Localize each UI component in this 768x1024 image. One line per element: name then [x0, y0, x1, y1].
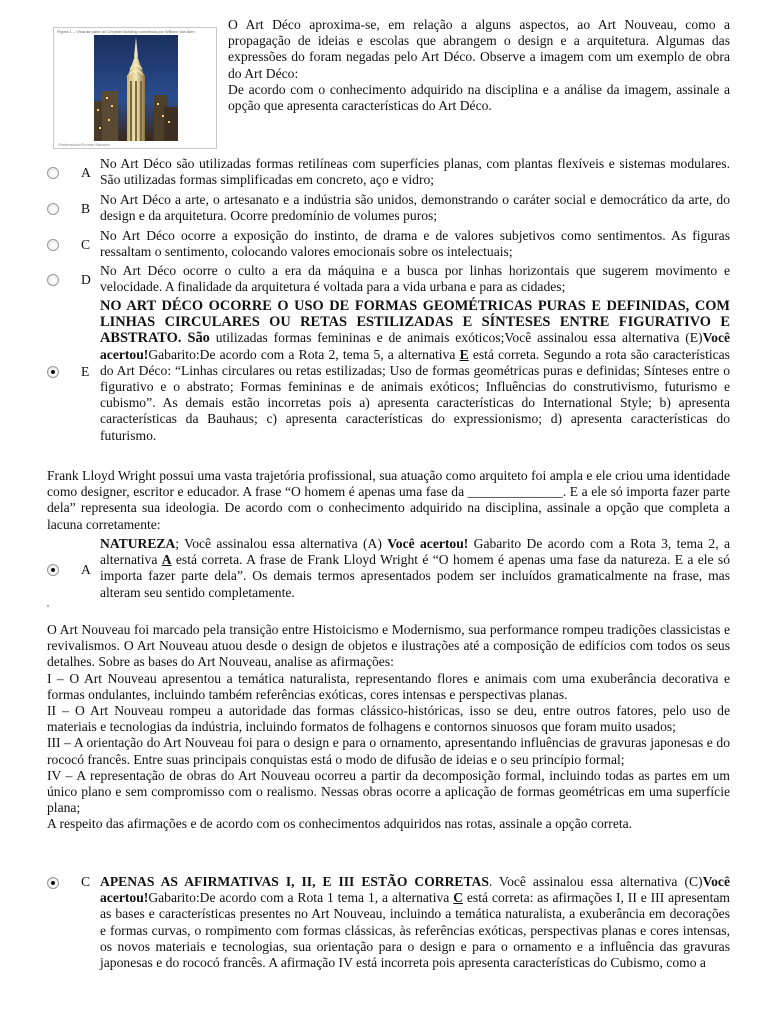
radio-option-c[interactable] — [47, 239, 59, 251]
option-letter: D — [81, 272, 91, 287]
question-1-instruction: De acordo com o conhecimento adquirido na disciplina e a análise da imagem, assinale a opção que apresenta características do Art Déco. — [228, 81, 730, 114]
radio-option-d[interactable] — [47, 274, 59, 286]
answer-letter: E — [459, 346, 469, 362]
statement-i: I – O Art Nouveau apresentou a temática naturalista, representando flores e animais com uma exuberância decorativa e formas ondulantes, incluindo também referências exóticas, cores intensas e perspectivas planas. — [47, 670, 730, 702]
option-text — [100, 298, 730, 444]
question-3-prompt: A respeito das afirmações e de acordo com os conhecimentos adquiridos nas rotas, assinale a opção correta. — [47, 816, 633, 832]
chrysler-building-photo-icon — [94, 35, 178, 141]
acertou-label: Você acertou! — [100, 874, 730, 906]
explanation-text: está correta. A frase de Frank Lloyd Wright é “O homem é apenas uma fase da natureza. E a ele só importa fazer parte dela”. Os demais termos apresentados podem ser incluídos gramaticalmente na frase, mas alteram seu sentido completamente. — [100, 552, 730, 600]
option-text: No Art Déco ocorre a exposição do instinto, de drama e de valores subjetivos como sentimentos. As figuras ressaltam o sentimento, colocando valores emocionais sobre os intelectuais; — [100, 228, 730, 260]
question-2-intro: Frank Lloyd Wright possui uma vasta trajetória profissional, sua atuação como arquiteto foi ampla e ele criou uma identidade como designer, escritor e educador. A frase “O homem é apenas uma fase da ______________. E a ele só importa fazer parte dela” representa sua ideologia. De acordo com o conhecimento adquirido na disciplina, assinale a opção que completa a lacuna corretamente: — [47, 468, 730, 532]
option-text — [100, 536, 730, 601]
gabarito-text: Gabarito De acordo com a Rota 3, tema 2, a alternativa — [100, 536, 730, 568]
radio-option-b[interactable] — [47, 203, 59, 215]
question-figure — [53, 27, 217, 149]
question-3-intro: O Art Nouveau foi marcado pela transição entre Histoicismo e Modernismo, sua performance rompeu tradições classicistas e revivalismos. O Art Nouveau atuou desde o design de objetos e ilustrações até a composição de edifícios com todos os seus detalhes. Sobre as bases do Art Nouveau, analise as afirmações: — [47, 622, 730, 670]
answer-letter: A — [161, 552, 172, 568]
gabarito-text: Gabarito:De acordo com a Rota 1 tema 1, a alternativa — [148, 890, 454, 906]
chrysler-building-image — [94, 35, 178, 141]
option-text: No Art Déco a arte, o artesanato e a indústria são unidos, demonstrando o caráter social e democrático da arte, do design e da arquitetura. Ocorre predomínio de volumes puros; — [100, 192, 730, 224]
question-3-text — [47, 622, 730, 833]
option-answer: NATUREZA — [100, 536, 176, 551]
statement-iii: III – A orientação do Art Nouveau foi para o design e para o ornamento, apresentando influências de gravuras japonesas e do rococó francês. Entre suas principais conquistas está o modo de difusão de ideias e o seu princípio formal; — [47, 735, 730, 767]
option-letter: E — [81, 364, 90, 379]
radio-option-c[interactable] — [47, 877, 59, 889]
option-letter: C — [81, 237, 91, 252]
separator-dot — [47, 605, 49, 607]
gabarito-text: Gabarito:De acordo com a Rota 2, tema 5, a alternativa — [148, 346, 460, 362]
option-letter: B — [81, 201, 91, 216]
answer-letter: C — [453, 890, 464, 906]
acertou-label: Você acertou! — [100, 330, 731, 362]
option-text: No Art Déco ocorre o culto a era da máquina e a busca por linhas horizontais que sugerem movimento e velocidade. A finalidade da arquitetura é voltada para a vida urbana e para as cidades; — [100, 263, 730, 295]
radio-option-a[interactable] — [47, 167, 59, 179]
option-letter: A — [81, 562, 91, 577]
explanation-text: está correta. Segundo a rota são características do Art Déco: “Linhas circulares ou retas estilizadas; Uso de formas geométricas puras e definidas; Sínteses entre o figurativo e o abstrato; Formas femininas e de animais exóticos; Influências do construtivismo, futurismo e cubismo”. As demais estão incorretas pois a) apresenta características do International Style; b) apresenta características da Bauhaus; c) apresenta características do expressionismo; d) apresenta características do futurismo. — [100, 346, 730, 443]
radio-option-e[interactable] — [47, 366, 59, 378]
figure-caption: Figura 1 – Vista da parte do Chrysler Building concebida por William Van Alen — [57, 29, 195, 34]
statement-iv: IV – A representação de obras do Art Nouveau ocorreu a partir da decomposição formal, incluindo todas as partes em um único plano e sem compromisso com o realismo. Nessas obras ocorre a aplicação de formas geométricas em uma superfície plana; — [47, 767, 730, 816]
radio-option-a[interactable] — [47, 564, 59, 576]
figure-source: Shutterstock/Roman Babakin — [58, 142, 110, 147]
option-letter: C — [81, 874, 91, 889]
feedback-text: . Você assinalou essa alternativa (C) — [488, 874, 703, 889]
explanation-text: está correta: as afirmações I, II e III apresentam as bases e características presentes no Art Nouveau, incluindo a temática naturalista, a exuberância em decorações e formas curvas, o rompimento com formas clássicas, às referências exóticas, perspectivas planas e cores intensas, os novos materiais e tecnologias, sua orientação para o design e para o ornamento e a influência das gravuras japonesas e do rococó francês. A afirmação IV está incorreta pois apresenta características do Cubismo, como a — [100, 890, 730, 971]
feedback-text: ; Você assinalou essa alternativa (A) — [175, 536, 388, 551]
option-e-statement: NO ART DÉCO OCORRE O USO DE FORMAS GEOMÉTRICAS PURAS E DEFINIDAS, COM LINHAS CIRCULARES OU RETAS ESTILIZADAS E SÍNTESES ENTRE FIGURATIVO E ABSTRATO. São — [100, 298, 730, 347]
option-answer: APENAS AS AFIRMATIVAS I, II, E III ESTÃO CORRETAS — [100, 874, 489, 889]
question-1-intro — [228, 17, 730, 114]
question-1-text: O Art Déco aproxima-se, em relação a alguns aspectos, ao Art Nouveau, como a propagação de ideias e escolas que abrangem o design e a arquitetura. Algumas das expressões do foram negadas pelo Art Déco. Observe a imagem com um exemplo de obra do Art Déco: — [228, 17, 730, 81]
statement-ii: II – O Art Nouveau rompeu a autoridade das formas clássico-históricas, isso se deu, entre outros fatores, pelo uso de materiais e tecnologias da indústria, incluindo formatos de folhagens e contornos sinuosos que foram muito usados; — [47, 703, 730, 735]
option-letter: A — [81, 165, 91, 180]
option-text — [100, 874, 730, 971]
acertou-label: Você acertou! — [387, 536, 469, 551]
feedback-text: utilizadas formas femininas e de animais exóticos;Você assinalou essa alternativa (E) — [209, 330, 703, 346]
option-text: No Art Déco são utilizadas formas retilíneas com superfícies planas, com plantas flexíveis e sistemas modulares. São utilizadas formas simplificadas em concreto, aço e vidro; — [100, 156, 730, 188]
